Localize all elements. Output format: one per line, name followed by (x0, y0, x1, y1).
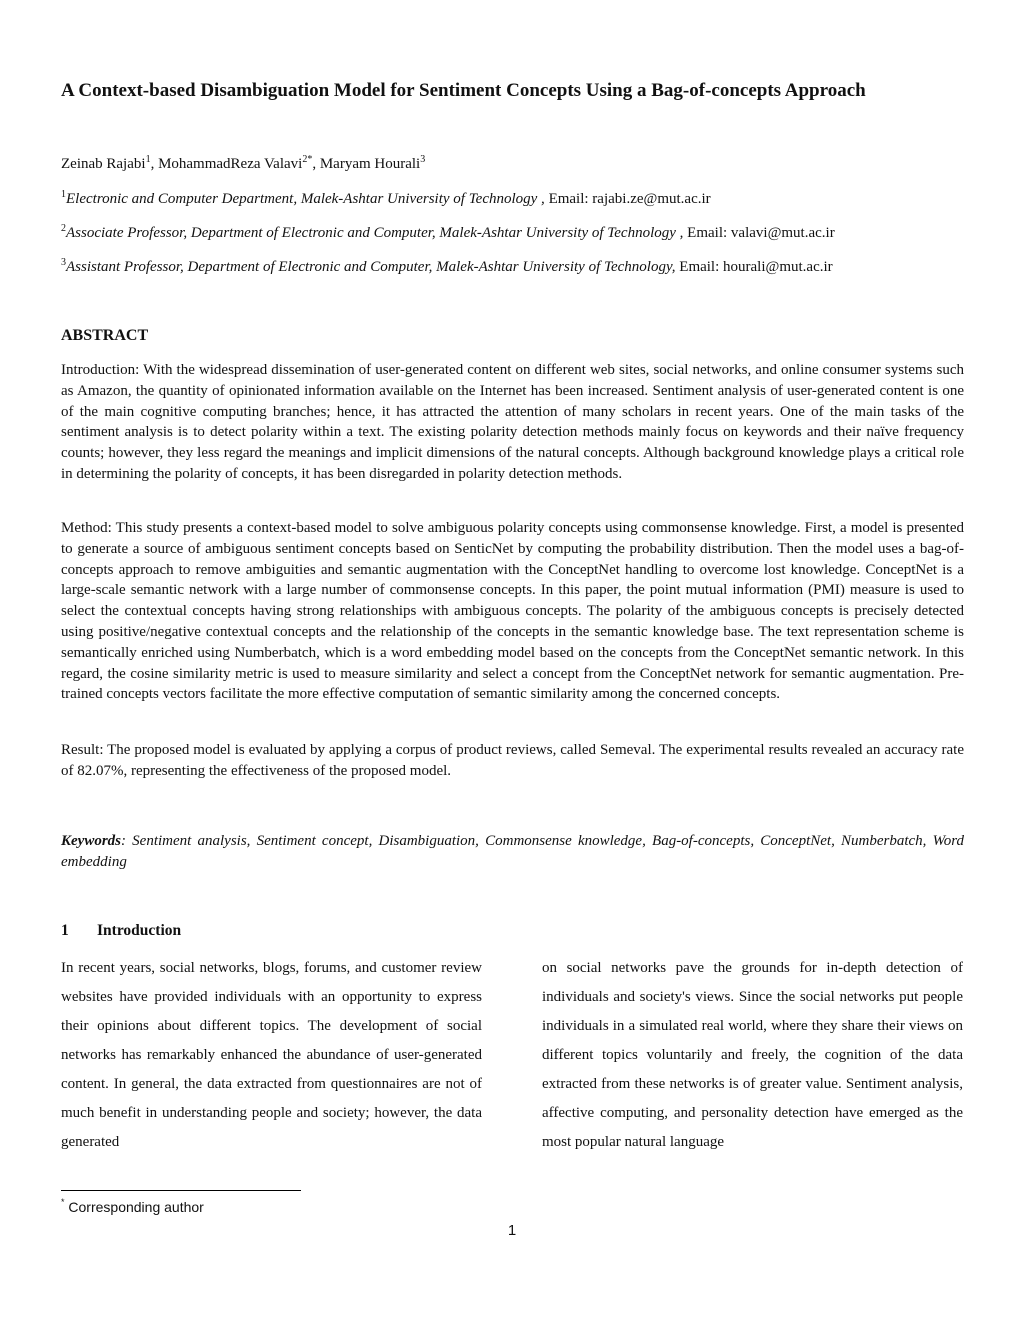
author-sup: 3 (420, 154, 426, 165)
author-list (61, 156, 425, 173)
affiliation-2 (61, 225, 835, 242)
footnote (61, 1199, 204, 1215)
footnote-divider (61, 1190, 301, 1191)
section-heading (61, 922, 181, 940)
section-title: Introduction (97, 922, 182, 939)
author-name: Maryam Hourali (319, 156, 421, 172)
affiliation-text: Electronic and Computer Department, Malek-Ashtar University of Technology , (66, 191, 545, 207)
intro-right-column: on social networks pave the grounds for in-depth detection of individuals and society's views. Since the social networks put people individuals in a simulated real world, where they share their views on different topics voluntarily and freely, the cognition of the data extracted from these networks is of greater value. Sentiment analysis, affective computing, and personality detection have emerged as the most popular natural language (542, 960, 963, 1150)
affiliation-sup: 3 (61, 257, 66, 268)
abstract-method: Method: This study presents a context-based model to solve ambiguous polarity concepts using commonsense knowledge. First, a model is presented to generate a source of ambiguous sentiment concepts based on SenticNet by computing the probability distribution. Then the model uses a bag-of-concepts approach to remove ambiguities and semantic augmentation with the ConceptNet handling to overcome lost knowledge. ConceptNet is a large-scale semantic network with a large number of commonsense concepts. In this paper, the point mutual information (PMI) measure is used to select the contextual concepts having strong relationships with ambiguous concepts. The polarity of the ambiguous concepts is precisely detected using positive/negative contextual concepts and the relationship of the concepts in the semantic knowledge base. The text representation scheme is semantically enriched using Numberbatch, which is a word embedding model based on the concepts from the ConceptNet semantic network. In this regard, the cosine similarity metric is used to measure similarity and select a concept from the ConceptNet network for semantic augmentation. Pre-trained concepts vectors facilitate the more effective computation of semantic similarity among the concerned concepts. (61, 520, 964, 703)
author-name: Zeinab Rajabi (61, 156, 146, 172)
affiliation-sup: 1 (61, 189, 66, 200)
intro-left-column: In recent years, social networks, blogs, forums, and customer review websites have provided individuals with an opportunity to express their opinions about different topics. The development of social networks has remarkably enhanced the abundance of user-generated content. In general, the data extracted from questionnaires are not of much benefit in understanding people and society; however, the data generated (61, 960, 482, 1150)
affiliation-text: Assistant Professor, Department of Electronic and Computer, Malek-Ashtar University of Technology, (66, 259, 676, 275)
footnote-text: Corresponding author (68, 1199, 204, 1215)
abstract-heading: ABSTRACT (61, 327, 149, 344)
affiliation-email: Email: hourali@mut.ac.ir (675, 259, 833, 275)
keywords (61, 831, 964, 873)
affiliation-sup: 2 (61, 223, 66, 234)
affiliation-1 (61, 191, 711, 208)
paper-title: A Context-based Disambiguation Model for Sentiment Concepts Using a Bag-of-concepts Approach (61, 80, 866, 101)
page-number: 1 (507, 1222, 517, 1239)
affiliation-email: Email: rajabi.ze@mut.ac.ir (544, 191, 711, 207)
abstract-result: Result: The proposed model is evaluated by applying a corpus of product reviews, called Semeval. The experimental results revealed an accuracy rate of 82.07%, representing the effectiveness of the proposed model. (61, 742, 964, 779)
affiliation-text: Associate Professor, Department of Electronic and Computer, Malek-Ashtar University of Technology , (66, 225, 684, 241)
keywords-label: Keywords (61, 833, 121, 849)
affiliation-email: Email: valavi@mut.ac.ir (683, 225, 835, 241)
affiliation-3 (61, 259, 833, 276)
author-name: MohammadReza Valavi (158, 156, 303, 172)
abstract-introduction: Introduction: With the widespread dissemination of user-generated content on different web sites, social networks, and online consumer systems such as Amazon, the quantity of opinionated information available on the Internet has been increased. Sentiment analysis of user-generated content is one of the main cognitive computing branches; hence, it has attracted the attention of many scholars in recent years. One of the main tasks of the sentiment analysis is to detect polarity within a text. The existing polarity detection methods mainly focus on keywords and their naïve frequency counts; however, they less regard the meanings and implicit dimensions of the natural concepts. Although background knowledge plays a critical role in determining the polarity of concepts, it has been disregarded in polarity detection methods. (61, 362, 964, 482)
footnote-mark: * (61, 1197, 65, 1207)
author-sep: , (312, 156, 320, 172)
author-sep: , (150, 156, 159, 172)
author-sup: 1 (145, 154, 151, 165)
keywords-text: : Sentiment analysis, Sentiment concept, Disambiguation, Commonsense knowledge, Bag-of-concepts, ConceptNet, Numberbatch, Word embedding (61, 833, 964, 870)
author-sup: 2* (302, 154, 313, 165)
section-number: 1 (61, 922, 69, 939)
